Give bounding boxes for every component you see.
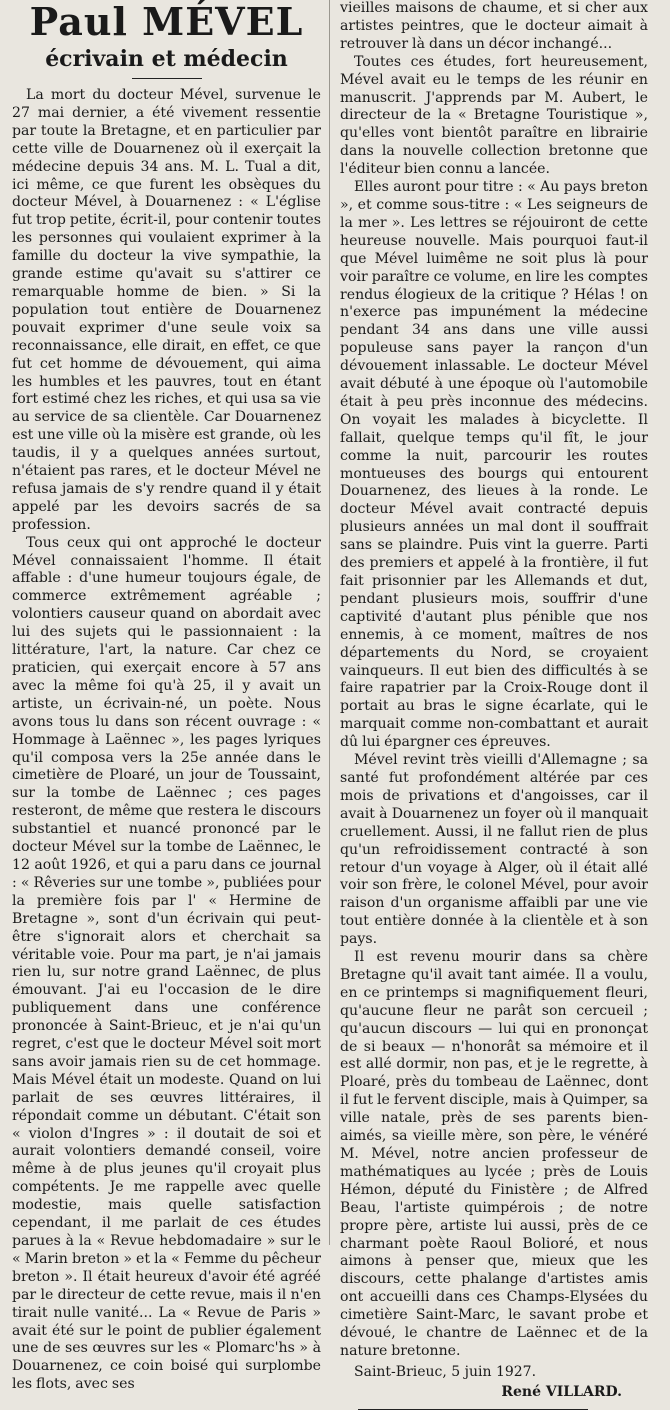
paragraph: Elles auront pour titre : « Au pays breton », et comme sous-titre : « Les seigneurs de la mer ». Les lettres se réjouiront de cette heureuse nouvelle. Mais pourquoi faut-il que Mével luimême ne soit plus là pour voir paraître ce volume, en lire les comptes rendus élogieux de la critique ? Hélas ! on n'exerce pas impunément la médecine pendant 34 ans dans une ville aussi populeuse sans payer la rançon d'un dévouement inlassable. Le docteur Mével avait débuté à une époque où l'automobile était à peu près inconnue des médecins. On voyait les malades à bicyclette. Il fallait, quelque temps qu'il fît, le jour comme la nuit, parcourir les routes montueuses des bourgs qui entourent Douarnenez, des lieues à la ronde. Le docteur Mével avait contracté depuis plusieurs années un mal dont il souffrait sans se plaindre. Puis vint la guerre. Parti des premiers et appelé à la frontière, il fut fait prisonnier par les Allemands et dut, pendant plusieurs mois, souffrir d'une captivité d'autant plus pénible que nos ennemis, à ce moment, maîtres de nos départements du Nord, se croyaient vainqueurs. Il eut bien des difficultés à se faire rapatrier par la Croix-Rouge dont il portait au bras le signe écarlate, qui le marquait comme non-combattant et aurait dû lui épargner ces épreuves. [340, 179, 648, 751]
paragraph: Toutes ces études, fort heureusement, Mével avait eu le temps de les réunir en manuscrit. J'apprends par M. Aubert, le directeur de la « Bretagne Touristique », qu'elles vont bientôt paraître en librairie dans la nouvelle collection bretonne que l'éditeur bien connu a lancée. [340, 53, 648, 178]
article-footer [340, 1363, 648, 1381]
article-title: Paul MÉVEL [29, 0, 304, 44]
title-divider [132, 78, 202, 79]
paragraph: Mével revint très vieilli d'Allemagne ; sa santé fut profondément altérée par ces mois de privations et d'angoisses, car il avait à Douarnenez un foyer où il manquait cruellement. Aussi, il ne fallut rien de plus qu'un refroidissement contracté à son retour d'un voyage à Alger, où il était allé voir son frère, le colonel Mével, pour avoir raison d'un organisme affaibli par une vie tout entière donnée à la clientèle et à son pays. [340, 752, 648, 948]
left-column [8, 0, 330, 1393]
paragraph: Tous ceux qui ont approché le docteur Mével connaissaient l'homme. Il était affable : d'une humeur toujours égale, de commerce extrêmement agréable ; volontiers causeur quand on abordait avec lui des sujets qui le passionnaient : la littérature, l'art, la nature. Car chez ce praticien, qui exerçait encore à 57 ans avec la même foi qu'à 25, il y avait un artiste, un écrivain-né, un poète. Nous avons tous lu dans son récent ouvrage : « Hommage à Laënnec », les pages lyriques qu'il composa vers la 25e année dans le cimetière de Ploaré, un jour de Toussaint, sur la tombe de Laënnec ; ces pages resteront, de même que restera le discours substantiel et nuancé prononcé par le docteur Mével sur la tombe de Laënnec, le 12 août 1926, et qui a paru dans ce journal : « Rêveries sur une tombe », publiées pour la première fois par l' « Hermine de Bretagne », sont d'un écrivain qui peut-être s'ignorait alors et cherchait sa véritable voie. Pour ma part, je n'ai jamais rien lu, sur notre grand Laënnec, de plus émouvant. J'ai eu l'occasion de le dire publiquement dans une conférence prononcée à Saint-Brieuc, et je n'ai qu'un regret, c'est que le docteur Mével soit mort sans avoir jamais rien su de cet hommage. Mais Mével était un modeste. Quand on lui parlait de ses œuvres littéraires, il répondait comme un débutant. C'était son « violon d'Ingres » : il doutait de soi et aurait volontiers demandé conseil, voire même à de plus jeunes qu'il croyait plus compétents. Je me rappelle avec quelle modestie, mais quelle satisfaction cependant, il me parlait de ces études parues à la « Revue hebdomadaire » sur le « Marin breton » et la « Femme du pêcheur breton ». Il était heureux d'avoir été agréé par le directeur de cette revue, mais il n'en tirait nulle vanité... La « Revue de Paris » avait été sur le point de publier également une de ses œuvres sur les « Plomarc'hs » à Douarnenez, ce coin boisé qui surplombe les flots, avec ses [12, 534, 321, 1393]
paragraph: Il est revenu mourir dans sa chère Bretagne qu'il avait tant aimée. Il a voulu, en ce printemps si magnifiquement fleuri, qu'aucune fleur ne parât son cercueil ; qu'aucun discours — lui qui en prononçat de si beaux — n'honorât sa mémoire et il est allé dormir, non pas, et je le regrette, à Ploaré, près du tombeau de Laënnec, dont il fut le fervent disciple, mais à Quimper, sa ville natale, près de ses parents bien-aimés, sa vieille mère, son père, le vénéré M. Mével, notre ancien professeur de mathématiques au lycée ; près de Louis Hémon, député du Finistère ; de Alfred Beau, l'artiste quimpérois ; de notre propre père, artiste lui aussi, près de ce charmant poète Raoul Bolioré, et nous aimons à penser que, mieux que les discours, cette phalange d'artistes amis ont accueilli dans ces Champs-Elysées du cimetière Saint-Marc, le savant probe et dévoué, le chantre de Laënnec et de la nature bretonne. [340, 949, 648, 1359]
paragraph-continued: vieilles maisons de chaume, et si cher aux artistes peintres, que le docteur aimait à retrouver là dans un décor inchangé... [340, 0, 648, 52]
author-signature: René VILLARD. [501, 1383, 622, 1400]
signature-line [340, 1383, 648, 1401]
place-date: Saint-Brieuc, 5 juin 1927. [354, 1363, 537, 1380]
paragraph: La mort du docteur Mével, survenue le 27 mai dernier, a été vivement ressentie par toute la Bretagne, et en particulier par cette ville de Douarnenez où il exerçait la médecine depuis 34 ans. M. L. Tual a dit, ici même, ce que furent les obsèques du docteur Mével, à Douarnenez : « L'église fut trop petite, écrit-il, pour contenir toutes les personnes qui voulaient exprimer à la famille du docteur la vive sympathie, la grande estime qu'avait su s'attirer ce remarquable homme de bien. » Si la population tout entière de Douarnenez pouvait exprimer d'une seule voix sa reconnaissance, elle dirait, en effet, ce que fut cet homme de dévouement, qui aima les humbles et les pauvres, tout en étant fort estimé chez les riches, et qui usa sa vie au service de sa clientèle. Car Douarnenez est une ville où la misère est grande, où les taudis, il y a quelques années surtout, n'étaient pas rares, et le docteur Mével ne refusa jamais de s'y rendre quand il y était appelé par les devoirs sacrés de sa profession. [12, 87, 321, 533]
right-column [330, 0, 652, 1400]
article-subtitle: écrivain et médecin [45, 46, 288, 72]
